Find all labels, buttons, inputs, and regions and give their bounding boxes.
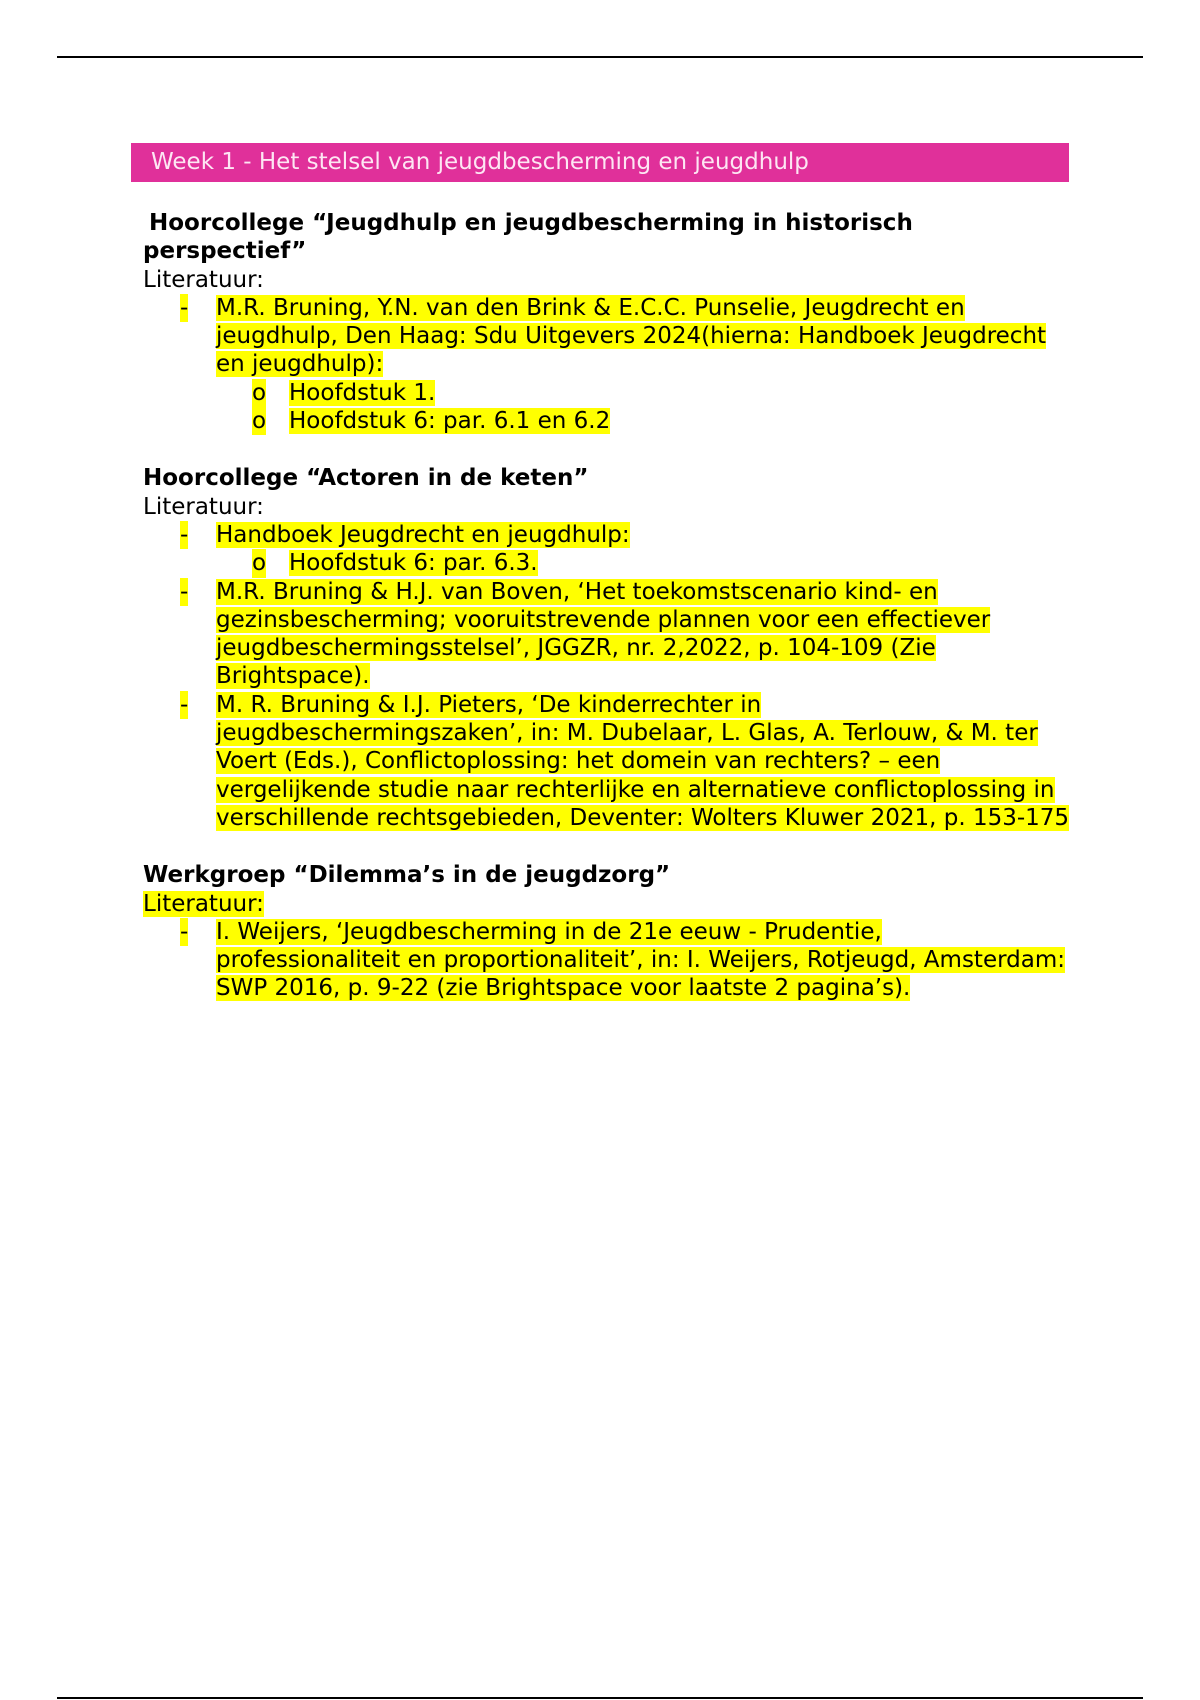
literature-list [143,521,1073,832]
dash-bullet: - [180,918,189,945]
literature-text: M.R. Bruning & H.J. van Boven, ‘Het toekomstscenario kind- en gezinsbescherming; vooruitstrevende plannen voor een effectiever jeugdbeschermingsstelsel’, JGGZR, nr. 2,2022, p. 104-109 (Zie Brightspace). [216,578,991,690]
top-rule [57,56,1143,58]
list-item [180,691,1073,832]
list-item [180,521,1073,578]
list-item [252,379,1073,407]
circle-bullet: o [252,408,267,435]
section-heading: Hoorcollege “Jeugdhulp en jeugdbescherming in historisch perspectief” [141,210,913,265]
chapter-text: Hoofdstuk 6: par. 6.3. [289,550,538,577]
dash-bullet: - [180,691,189,718]
dash-bullet: - [180,578,189,605]
list-item [252,549,1073,577]
literature-text: I. Weijers, ‘Jeugdbescherming in de 21e eeuw - Prudentie, professionaliteit en proportionaliteit’, in: I. Weijers, Rotjeugd, Amsterdam: SWP 2016, p. 9-22 (zie Brightspace voor laatste 2 pagina’s). [216,918,1066,1002]
sublist [216,379,1073,436]
literature-label: Literatuur: [143,493,264,520]
section-hoorcollege-historisch [143,209,1073,435]
list-item [252,407,1073,435]
literature-text: M.R. Bruning, Y.N. van den Brink & E.C.C. Punselie, Jeugdrecht en jeugdhulp, Den Haag: Sdu Uitgevers 2024(hierna: Handboek Jeugdrecht en jeugdhulp): [216,294,1047,378]
section-hoorcollege-actoren [143,464,1073,832]
list-item [180,578,1073,691]
literature-label: Literatuur: [143,890,264,917]
circle-bullet: o [252,379,267,406]
document-body [143,209,1073,1032]
literature-list [143,294,1073,435]
week-banner: Week 1 - Het stelsel van jeugdbescherming en jeugdhulp [131,143,1069,182]
section-werkgroep-dilemmas [143,861,1073,1002]
bottom-rule [57,1697,1143,1699]
literature-label: Literatuur: [143,266,264,293]
list-item [180,918,1073,1003]
section-heading: Hoorcollege “Actoren in de keten” [143,465,589,492]
section-heading: Werkgroep “Dilemma’s in de jeugdzorg” [143,862,671,889]
dash-bullet: - [180,521,189,548]
chapter-text: Hoofdstuk 1. [289,379,436,406]
list-item [180,294,1073,435]
chapter-text: Hoofdstuk 6: par. 6.1 en 6.2 [289,408,611,435]
literature-text: M. R. Bruning & I.J. Pieters, ‘De kinderrechter in jeugdbeschermingszaken’, in: M. Dubelaar, L. Glas, A. Terlouw, & M. ter Voert (Eds.), Conflictoplossing: het domein van rechters? – een vergelijkende studie naar rechterlijke en alternatieve conflictoplossing in verschillende rechtsgebieden, Deventer: Wolters Kluwer 2021, p. 153-175 [216,691,1070,831]
literature-list [143,918,1073,1003]
circle-bullet: o [252,550,267,577]
literature-text: Handboek Jeugdrecht en jeugdhulp: [216,521,630,548]
dash-bullet: - [180,294,189,321]
sublist [216,549,1073,577]
